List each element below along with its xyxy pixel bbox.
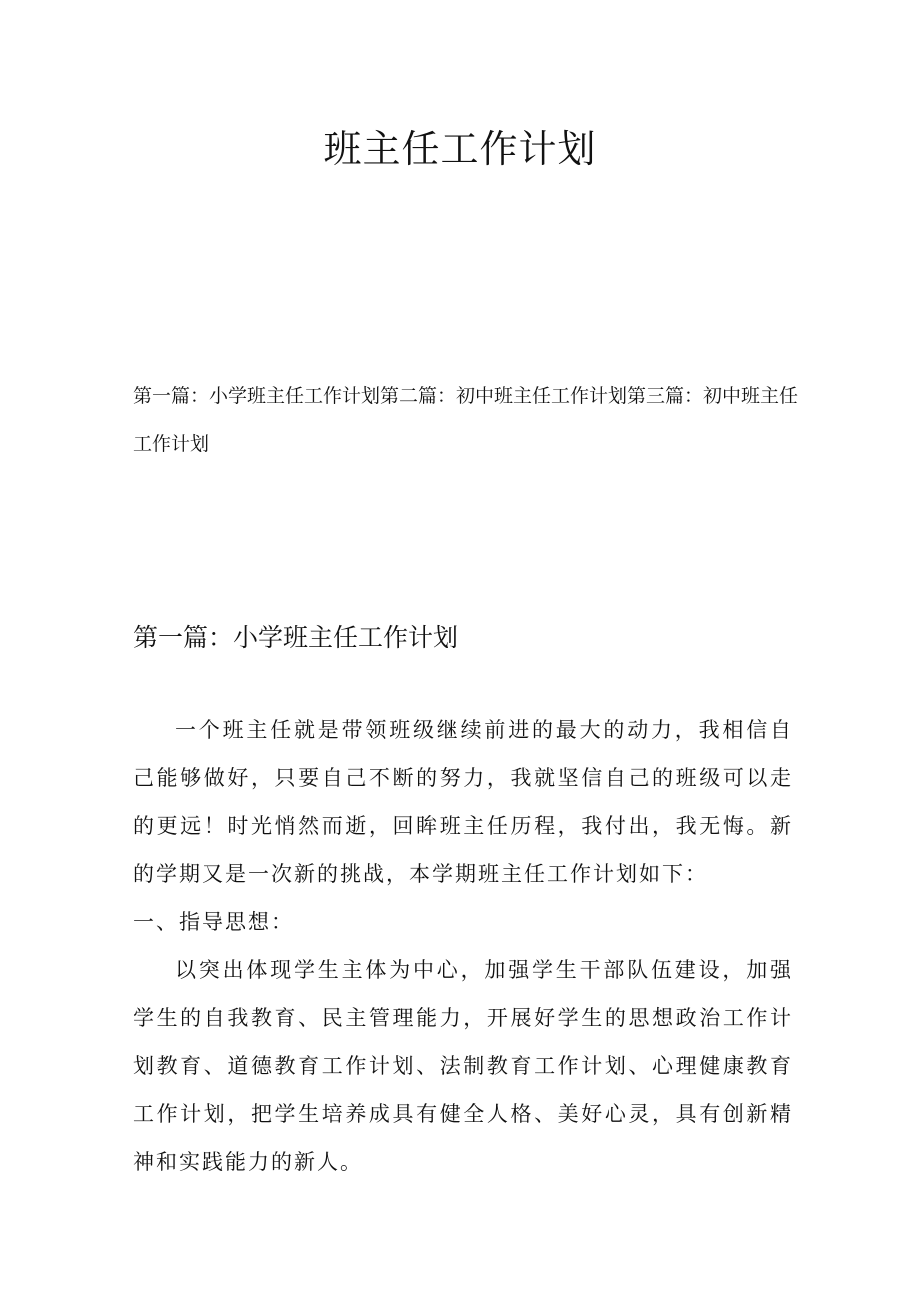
table-of-contents: 第一篇：小学班主任工作计划第二篇：初中班主任工作计划第三篇：初中班主任工作计划: [133, 385, 799, 455]
document-title: 班主任工作计划: [323, 127, 597, 171]
guiding-ideology-paragraph: 以突出体现学生主体为中心，加强学生干部队伍建设，加强学生的自我教育、民主管理能力，开展好学生的思想政治工作计划教育、道德教育工作计划、法制教育工作计划、心理健康教育工作计划，把学生培养成具有健全人格、美好心灵，具有创新精神和实践能力的新人。: [133, 958, 793, 1174]
section-body: [133, 706, 793, 1186]
section-heading: 第一篇：小学班主任工作计划: [133, 623, 459, 652]
intro-paragraph: 一个班主任就是带领班级继续前进的最大的动力，我相信自己能够做好，只要自己不断的努力，我就坚信自己的班级可以走的更远！时光悄然而逝，回眸班主任历程，我付出，我无悔。新的学期又是一次新的挑战，本学期班主任工作计划如下：: [133, 718, 793, 886]
subheading-guiding-ideology: 一、指导思想：: [133, 910, 294, 934]
